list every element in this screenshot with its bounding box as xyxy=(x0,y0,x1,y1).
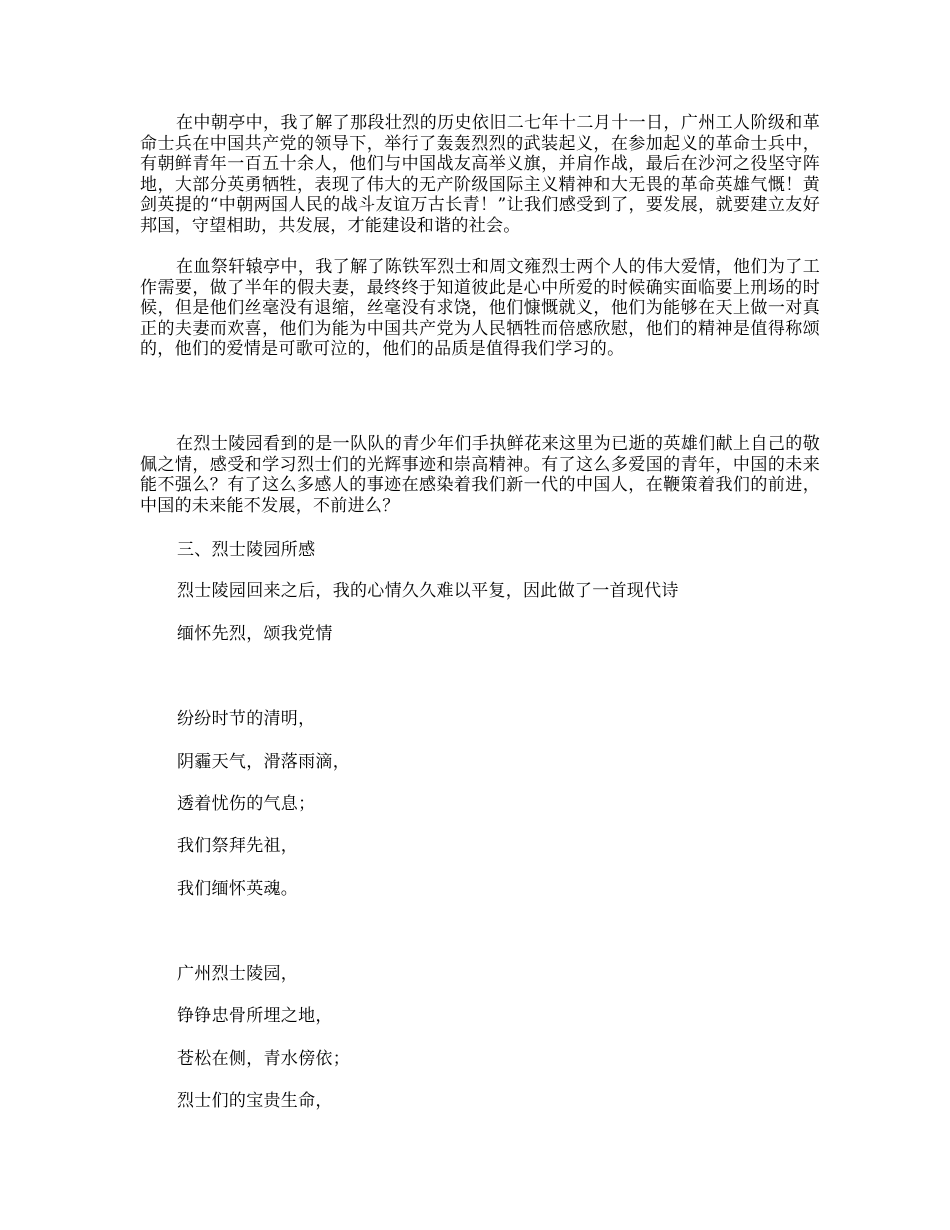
section-heading: 三、烈士陵园所感 xyxy=(177,540,316,560)
poem-line: 苍松在侧，青水傍依； xyxy=(177,1049,350,1069)
poem-line: 烈士们的宝贵生命， xyxy=(177,1091,333,1111)
poem-title: 缅怀先烈，颂我党情 xyxy=(177,624,333,644)
paragraph-sino-korean-pavilion: 在中朝亭中，我了解了那段壮烈的历史依旧二七年十二月十一日，广州工人阶级和革命士兵在中国共产党的领导下，举行了轰轰烈烈的武装起义，在参加起义的革命士兵中，有朝鲜青年一百五十余人，他们与中国战友高举义旗，并肩作战，最后在沙河之役坚守阵地，大部分英勇牺牲，表现了伟大的无产阶级国际主义精神和大无畏的革命英雄气慨！黄剑英提的“中朝两国人民的战斗友谊万古长青！”让我们感受到了，要发展，就要建立友好邦国，守望相助，共发展，才能建设和谐的社会。 xyxy=(140,113,820,236)
poem-line: 铮铮忠骨所埋之地， xyxy=(177,1006,333,1026)
paragraph-martyrs-cemetery-youth: 在烈士陵园看到的是一队队的青少年们手执鲜花来这里为已逝的英雄们献上自己的敬佩之情，感受和学习烈士们的光辉事迹和崇高精神。有了这么多爱国的青年，中国的未来能不强么？有了这么多感人的事迹在感染着我们新一代的中国人，在鞭策着我们的前进，中国的未来能不发展，不前进么？ xyxy=(140,434,820,516)
paragraph-xueji-xuanyuan-pavilion: 在血祭轩辕亭中，我了解了陈铁军烈士和周文雍烈士两个人的伟大爱情，他们为了工作需要，做了半年的假夫妻，最终终于知道彼此是心中所爱的时候确实面临要上刑场的时候，但是他们丝毫没有退缩，丝毫没有求饶，他们慷慨就义，他们为能够在天上做一对真正的夫妻而欢喜，他们为能为中国共产党为人民牺牲而倍感欣慰，他们的精神是值得称颂的，他们的爱情是可歌可泣的，他们的品质是值得我们学习的。 xyxy=(140,257,820,359)
intro-line: 烈士陵园回来之后，我的心情久久难以平复，因此做了一首现代诗 xyxy=(177,581,679,601)
poem-line: 我们祭拜先祖， xyxy=(177,836,299,856)
poem-line: 阴霾天气，滑落雨滴， xyxy=(177,752,350,772)
poem-line: 透着忧伤的气息； xyxy=(177,794,316,814)
poem-line: 我们缅怀英魂。 xyxy=(177,879,299,899)
poem-line: 广州烈士陵园， xyxy=(177,964,299,984)
poem-line: 纷纷时节的清明， xyxy=(177,709,316,729)
